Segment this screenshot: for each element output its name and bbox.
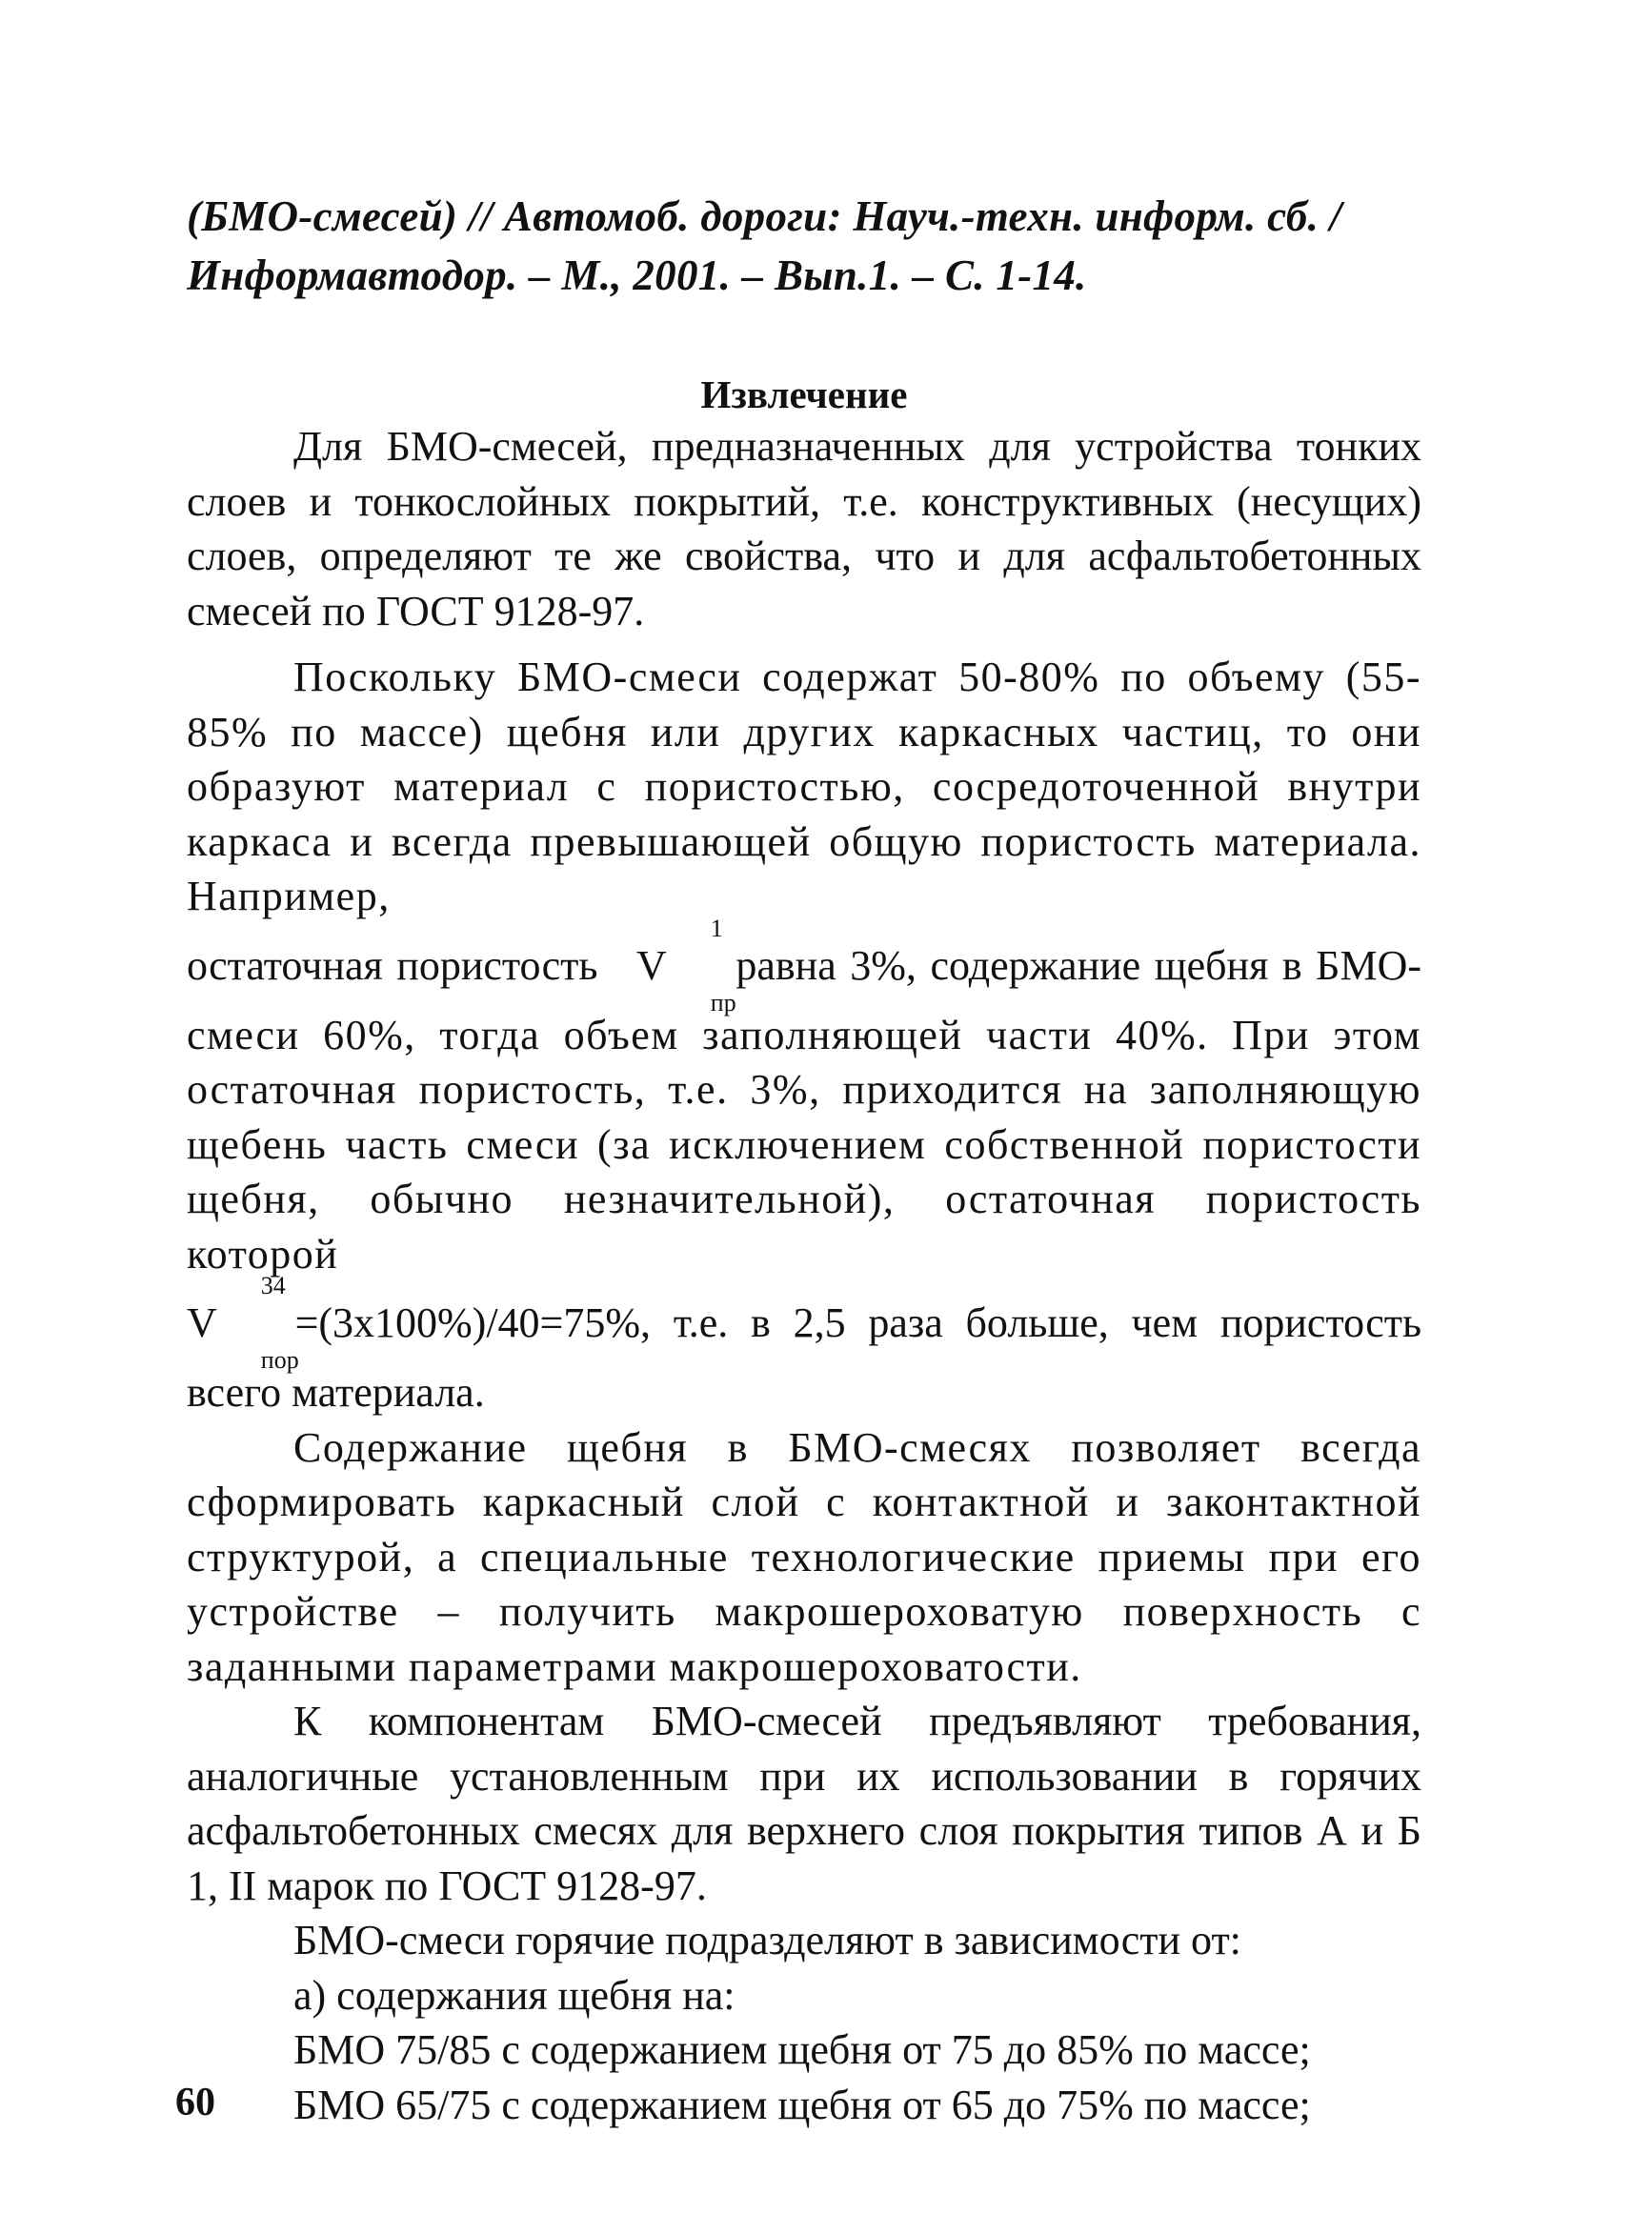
reference-line-1: (БМО-смесей) // Автомоб. дороги: Науч.-техн. информ. сб. / xyxy=(187,192,1342,240)
paragraph-2-end: всего материала. xyxy=(187,1369,485,1416)
formula-1-after: равна 3%, содержание щебня в БМО- xyxy=(735,941,1421,989)
formula-line-2 xyxy=(187,1272,1422,1374)
formula-variable-v1 xyxy=(636,914,736,1016)
paragraph-1: Для БМО-смесей, предназначенных для устройства тонких слоев и тонкослойных покрытий, т.е. конструктивных (несущих) слоев, определяют те же свойства, что и для асфальтобетонных смесей по ГОСТ 9128-97. xyxy=(187,423,1421,634)
document-page xyxy=(187,187,1421,2132)
v1-symbol: V xyxy=(636,941,667,989)
v2-symbol: V xyxy=(187,1299,217,1346)
paragraph-2-continued: смеси 60%, тогда объем заполняющей части 40%. При этом остаточная пористость, т.е. 3%, приходится на заполняющую щебень часть смеси (за исключением собственной пористости щебня, обычно незначительной), остаточная пористость которой xyxy=(187,1011,1421,1278)
formula-variable-v2 xyxy=(187,1272,299,1374)
paragraph-2: Поскольку БМО-смеси содержат 50-80% по объему (55-85% по массе) щебня или других каркасных частиц, то они образуют материал с пористостью, сосредоточенной внутри каркаса и всегда превышающей общую пористость материала. Например, xyxy=(187,654,1421,919)
v2-subscript: пор xyxy=(260,1346,299,1374)
formula-2-after: т.е. в 2,5 раза больше, чем пористость xyxy=(673,1299,1422,1346)
paragraph-4: К компонентам БМО-смесей предъявляют требования, аналогичные установленным при их использовании в горячих асфальтобетонных смесях для верхнего слоя покрытия типов А и Б 1, II марок по ГОСТ 9128-97. xyxy=(187,1698,1421,1909)
paragraph-8: БМО 65/75 с содержанием щебня от 65 до 75% по массе; xyxy=(293,2081,1311,2128)
formula-1-before: остаточная пористость xyxy=(187,941,598,989)
paragraph-5: БМО-смеси горячие подразделяют в зависимости от: xyxy=(293,1917,1241,1963)
paragraph-7: БМО 75/85 с содержанием щебня от 75 до 85% по массе; xyxy=(293,2026,1311,2073)
reference-line-2: Информавтодор. – М., 2001. – Вып.1. – С. 1-14. xyxy=(187,252,1087,299)
page-number: 60 xyxy=(175,2081,215,2124)
paragraph-3: Содержание щебня в БМО-смесях позволяет всегда сформировать каркасный слой с контактной и законтактной структурой, а специальные технологические приемы при его устройстве – получить макрошероховатую поверхность с заданными параметрами макрошероховатости. xyxy=(187,1423,1421,1690)
v1-superscript: 1 xyxy=(710,914,723,942)
formula-line-1 xyxy=(187,914,1421,1016)
v1-subscript: пр xyxy=(710,988,736,1016)
section-heading: Извлечение xyxy=(700,372,908,416)
formula-2-expression: =(3х100%)/40=75%, xyxy=(294,1299,652,1346)
paragraph-6: а) содержания щебня на: xyxy=(293,1971,735,2019)
v2-superscript: 34 xyxy=(260,1272,286,1299)
